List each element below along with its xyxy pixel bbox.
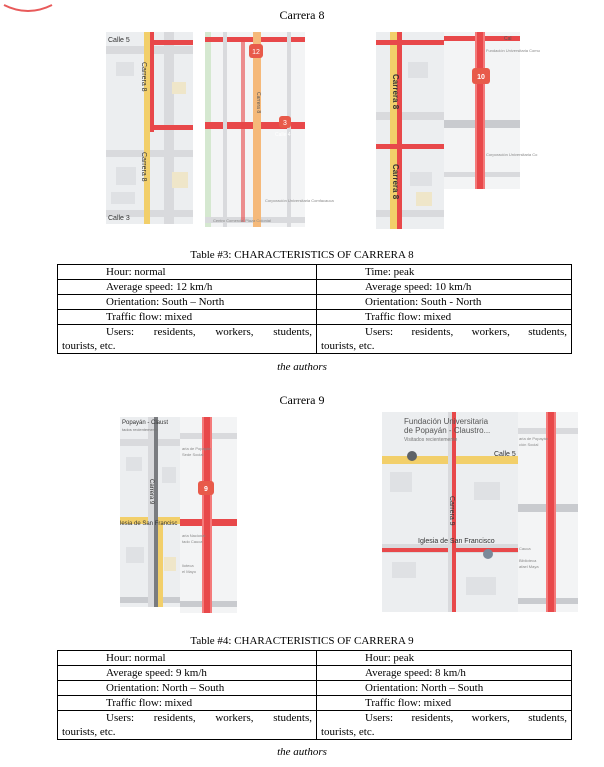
- map-label: lioteca: [182, 563, 194, 568]
- map-carrera-8-normal-b: [205, 32, 334, 227]
- map-label: Calle 5: [108, 37, 130, 44]
- map-label: Carrera 8: [255, 92, 261, 114]
- table-row: [58, 280, 572, 295]
- map-label: Carrera 8: [140, 62, 147, 92]
- map-label: lesia de San Francisc: [120, 521, 178, 527]
- speed-badge: 12: [252, 49, 260, 56]
- map-label: de Popayán - Claustro...: [404, 426, 491, 435]
- speed-badge: 9: [204, 486, 208, 493]
- map-carrera-8-normal-a: [106, 32, 193, 224]
- table-row: [58, 666, 572, 681]
- map-label: Carrera 9: [448, 496, 455, 526]
- map-label: aria de Popayán: [182, 446, 212, 451]
- table-cell-users: Users: residents, workers, students, tourists, etc.: [321, 326, 567, 352]
- table-cell-users: Users: residents, workers, students, tourists, etc.: [321, 712, 567, 738]
- table-cell: Hour: normal: [106, 652, 166, 664]
- map-label: Carrera 8: [140, 152, 147, 182]
- table-cell: Traffic flow: mixed: [106, 311, 193, 323]
- table-source-3: the authors: [277, 361, 327, 373]
- map-label: Popayán - Claust: [122, 420, 169, 426]
- table-carrera-9: [57, 650, 572, 740]
- table-cell-users: Users: residents, workers, students, tourists, etc.: [62, 326, 312, 352]
- map-carrera-9-peak-a: [382, 412, 520, 612]
- table-row: [58, 325, 572, 354]
- map-label: Sede Social: [182, 452, 204, 457]
- speed-badge: 3: [283, 120, 287, 127]
- map-carrera-9-normal-a: [120, 417, 180, 607]
- section-heading-carrera-9: Carrera 9: [279, 393, 325, 407]
- map-label: Corporación Universitaria Co: [486, 152, 538, 157]
- table-carrera-8: [57, 264, 572, 354]
- table-cell: Average speed: 8 km/h: [365, 667, 466, 679]
- map-label: el Mayo: [182, 569, 197, 574]
- map-label: Carrera 8: [391, 164, 400, 200]
- map-label: Cal: [504, 36, 512, 42]
- table-cell: Traffic flow: mixed: [365, 311, 452, 323]
- map-label: aria Nacional: [182, 533, 206, 538]
- map-carrera-9-normal-b: [180, 417, 237, 613]
- map-label: Iglesia de San Francisco: [418, 538, 495, 545]
- map-label: Visitados recientemente: [404, 437, 458, 443]
- table-cell: Average speed: 10 km/h: [365, 281, 472, 293]
- logo-fragment: [0, 0, 60, 8]
- map-label: aria de Popayán: [519, 436, 549, 441]
- table-source-4: the authors: [277, 746, 327, 758]
- table-row: [58, 711, 572, 740]
- table-row: [58, 651, 572, 666]
- table-row: [58, 696, 572, 711]
- table-caption-3: Table #3: CHARACTERISTICS OF CARRERA 8: [190, 249, 414, 261]
- table-caption-4: Table #4: CHARACTERISTICS OF CARRERA 9: [190, 635, 414, 647]
- map-carrera-9-peak-b: [518, 412, 578, 612]
- table-cell: Traffic flow: mixed: [365, 697, 452, 709]
- map-label: Carrera 9: [148, 479, 154, 505]
- table-cell: Average speed: 9 km/h: [106, 667, 207, 679]
- map-label: Calle 4: [275, 132, 291, 138]
- table-row: [58, 265, 572, 280]
- table-row: [58, 310, 572, 325]
- table-cell: Orientation: South - North: [365, 296, 482, 308]
- table-row: [58, 295, 572, 310]
- map-carrera-8-peak-b: [444, 32, 540, 189]
- map-label: Fundación Universitaria Comu: [486, 48, 540, 53]
- section-heading-carrera-8: Carrera 8: [279, 8, 325, 22]
- table-row: [58, 681, 572, 696]
- speed-badge: 10: [477, 74, 485, 81]
- table-cell: Average speed: 12 km/h: [106, 281, 213, 293]
- map-label: Fundación Universitaria: [404, 417, 489, 426]
- map-label: Calle 3: [108, 215, 130, 222]
- table-cell: Hour: normal: [106, 266, 166, 278]
- map-label: Carrera 8: [391, 74, 400, 110]
- table-cell: Time: peak: [365, 266, 415, 278]
- map-label: Calle 5: [494, 451, 516, 458]
- map-label: afael Maya: [519, 564, 539, 569]
- table-cell: Orientation: North – South: [365, 682, 484, 694]
- map-label: Cauca: [519, 546, 531, 551]
- map-label: ción Social: [519, 442, 539, 447]
- map-label: Biblioteca: [519, 558, 537, 563]
- table-cell: Orientation: North – South: [106, 682, 225, 694]
- table-cell: Orientation: South – North: [106, 296, 225, 308]
- table-cell: Hour: peak: [365, 652, 415, 664]
- map-carrera-8-peak-a: [376, 32, 444, 229]
- table-cell: Traffic flow: mixed: [106, 697, 193, 709]
- map-label: Centro Comercial Plaza Colonial: [213, 218, 271, 223]
- table-cell-users: Users: residents, workers, students, tourists, etc.: [62, 712, 312, 738]
- map-label: Corporación Universitaria Comfacauca: [265, 198, 334, 203]
- map-label: tado Cauca: [182, 539, 203, 544]
- map-label: tados recientemente: [122, 427, 159, 432]
